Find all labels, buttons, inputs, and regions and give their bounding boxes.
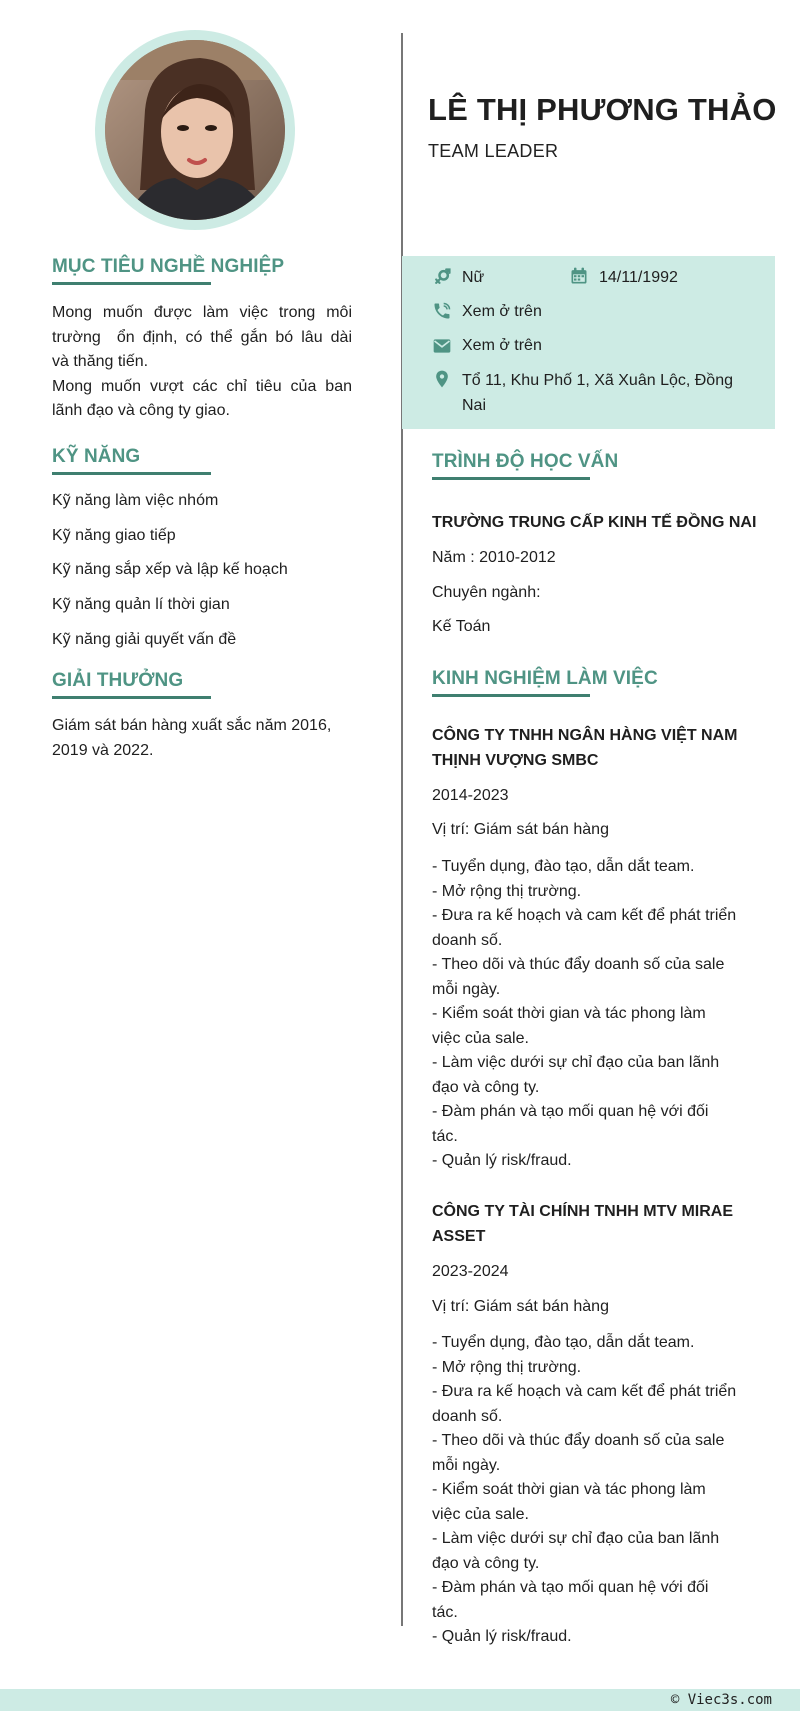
skills-heading xyxy=(52,446,211,475)
duty-line: mỗi ngày. xyxy=(432,980,501,998)
job-duties xyxy=(432,1331,762,1650)
skill-item: Kỹ năng quản lí thời gian xyxy=(52,596,230,613)
avatar-photo xyxy=(105,40,285,220)
education-years: Năm : 2010-2012 xyxy=(432,549,556,566)
objective-text xyxy=(52,301,352,424)
duty-line: - Tuyển dụng, đào tạo, dẫn dắt team. xyxy=(432,858,695,875)
skills-title: KỸ NĂNG xyxy=(52,446,141,467)
skill-item: Kỹ năng giao tiếp xyxy=(52,527,176,544)
experience-title: KINH NGHIỆM LÀM VIỆC xyxy=(432,668,658,689)
location-icon xyxy=(432,369,452,389)
avatar xyxy=(105,40,285,220)
duty-line: đạo và công ty. xyxy=(432,1078,540,1096)
duty-line: - Làm việc dưới sự chỉ đạo của ban lãnh xyxy=(432,1054,720,1071)
email-icon xyxy=(432,336,452,356)
company-line: THỊNH VƯỢNG SMBC xyxy=(432,752,599,769)
job-duties xyxy=(432,855,762,1174)
company-line: CÔNG TY TNHH NGÂN HÀNG VIỆT NAM xyxy=(432,727,738,744)
job-position: Vị trí: Giám sát bán hàng xyxy=(432,1298,609,1315)
duty-line: - Mở rộng thị trường. xyxy=(432,882,582,900)
gender-icon xyxy=(432,267,452,287)
education-heading xyxy=(432,451,618,480)
duty-line: tác. xyxy=(432,1127,458,1145)
duty-line: - Đưa ra kế hoạch và cam kết để phát triển xyxy=(432,907,737,924)
candidate-role: TEAM LEADER xyxy=(428,141,559,161)
objective-line: Mong muốn được làm việc trong môi xyxy=(52,304,352,321)
footer-bar xyxy=(0,1689,800,1711)
education-major: Kế Toán xyxy=(432,618,491,635)
objective-line: trường ổn định, có thể gắn bó lâu dài xyxy=(52,328,352,346)
dob-value: 14/11/1992 xyxy=(599,269,678,286)
phone-value: Xem ở trên xyxy=(462,303,542,320)
job-period: 2023-2024 xyxy=(432,1263,509,1280)
duty-line: doanh số. xyxy=(432,1407,503,1425)
duty-line: đạo và công ty. xyxy=(432,1554,540,1572)
duty-line: - Đàm phán và tạo mối quan hệ với đối xyxy=(432,1103,709,1120)
duty-line: - Tuyển dụng, đào tạo, dẫn dắt team. xyxy=(432,1334,695,1351)
education-major-label: Chuyên ngành: xyxy=(432,584,541,601)
duty-line: doanh số. xyxy=(432,931,503,949)
awards-line: 2019 và 2022. xyxy=(52,741,154,759)
awards-text xyxy=(52,714,352,763)
awards-heading xyxy=(52,670,211,699)
objective-title: MỤC TIÊU NGHỀ NGHIỆP xyxy=(52,256,285,277)
school-name: TRƯỜNG TRUNG CẤP KINH TẾ ĐỒNG NAI xyxy=(432,514,757,531)
job-period: 2014-2023 xyxy=(432,787,509,804)
company-line: ASSET xyxy=(432,1228,486,1245)
calendar-icon xyxy=(569,266,589,286)
awards-underline xyxy=(52,696,211,699)
skills-underline xyxy=(52,472,211,475)
duty-line: - Theo dõi và thúc đẩy doanh số của sale xyxy=(432,956,725,973)
objective-underline xyxy=(52,282,211,285)
education-title: TRÌNH ĐỘ HỌC VẤN xyxy=(432,451,619,472)
duty-line: - Quản lý risk/fraud. xyxy=(432,1628,572,1645)
duty-line: - Kiểm soát thời gian và tác phong làm xyxy=(432,1005,706,1022)
job-company xyxy=(432,723,762,773)
address-line: Tổ 11, Khu Phố 1, Xã Xuân Lộc, Đồng xyxy=(462,372,733,389)
company-line: CÔNG TY TÀI CHÍNH TNHH MTV MIRAE xyxy=(432,1203,734,1220)
duty-line: - Quản lý risk/fraud. xyxy=(432,1152,572,1169)
candidate-name: LÊ THỊ PHƯƠNG THẢO xyxy=(428,92,777,127)
education-underline xyxy=(432,477,590,480)
duty-line: - Làm việc dưới sự chỉ đạo của ban lãnh xyxy=(432,1530,720,1547)
duty-line: tác. xyxy=(432,1603,458,1621)
duty-line: việc của sale. xyxy=(432,1505,529,1523)
duty-line: - Mở rộng thị trường. xyxy=(432,1358,582,1376)
phone-icon xyxy=(432,301,452,321)
objective-line: lãnh đạo và công ty giao. xyxy=(52,402,230,419)
address-line: Nai xyxy=(462,396,487,414)
duty-line: - Đàm phán và tạo mối quan hệ với đối xyxy=(432,1579,709,1596)
awards-line: Giám sát bán hàng xuất sắc năm 2016, xyxy=(52,717,332,734)
duty-line: - Đưa ra kế hoạch và cam kết để phát triển xyxy=(432,1383,737,1400)
job-company xyxy=(432,1199,762,1249)
email-value: Xem ở trên xyxy=(462,337,542,354)
awards-title: GIẢI THƯỞNG xyxy=(52,670,184,691)
duty-line: - Kiểm soát thời gian và tác phong làm xyxy=(432,1481,706,1498)
footer-credit: © Viec3s.com xyxy=(670,1692,772,1708)
experience-underline xyxy=(432,694,590,697)
experience-heading xyxy=(432,668,658,697)
objective-line: Mong muốn vượt các chỉ tiêu của ban xyxy=(52,377,352,395)
job-position: Vị trí: Giám sát bán hàng xyxy=(432,821,609,838)
duty-line: - Theo dõi và thúc đẩy doanh số của sale xyxy=(432,1432,725,1449)
duty-line: việc của sale. xyxy=(432,1029,529,1047)
duty-line: mỗi ngày. xyxy=(432,1456,501,1474)
skill-item: Kỹ năng sắp xếp và lập kế hoạch xyxy=(52,561,288,578)
objective-line: và thăng tiến. xyxy=(52,353,149,370)
objective-heading xyxy=(52,256,284,285)
skill-item: Kỹ năng giải quyết vấn đề xyxy=(52,631,237,648)
skill-item: Kỹ năng làm việc nhóm xyxy=(52,492,219,509)
gender-value: Nữ xyxy=(462,269,485,286)
address-value xyxy=(462,369,762,418)
